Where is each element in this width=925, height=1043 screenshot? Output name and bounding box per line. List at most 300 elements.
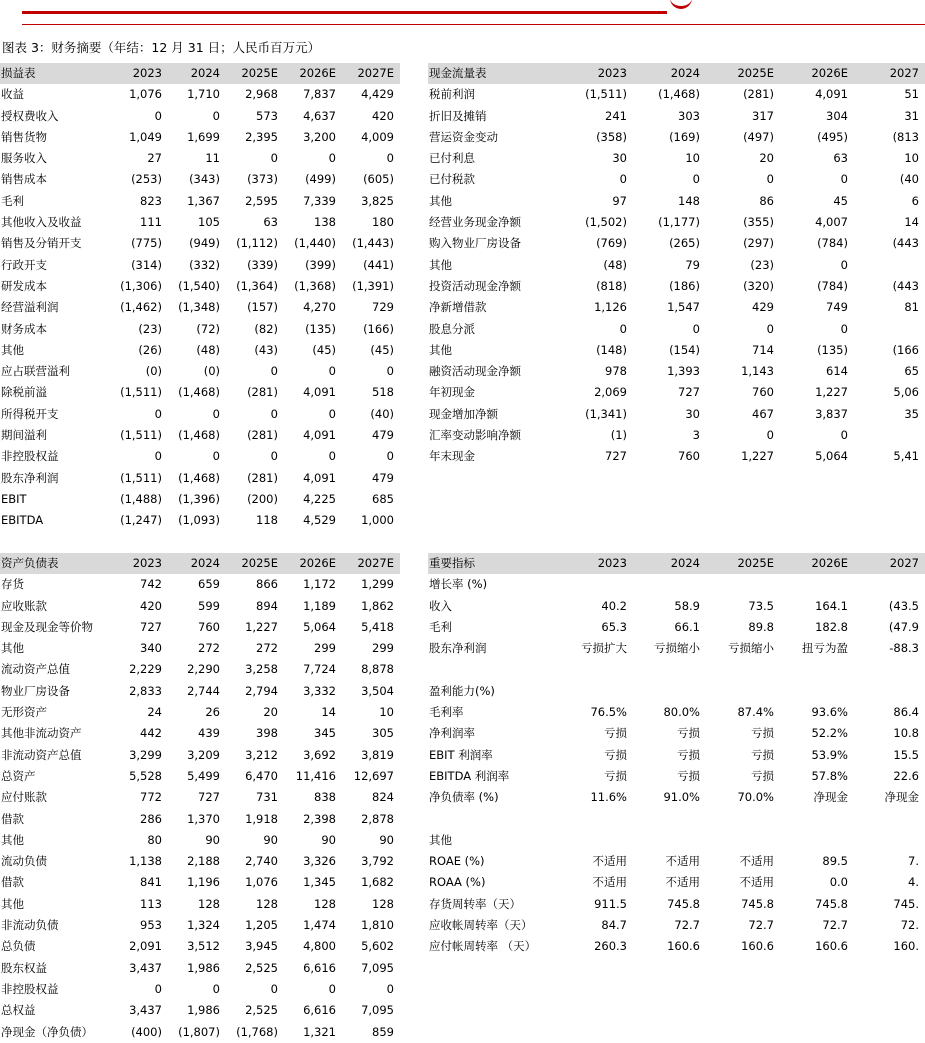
- table-cell: (1,443): [352, 236, 394, 251]
- table-header-row: [0, 63, 400, 84]
- table-cell: 91.0%: [663, 790, 700, 805]
- table-row: [0, 872, 400, 893]
- table-cell: 866: [256, 577, 278, 592]
- table-cell: 128: [372, 896, 394, 911]
- table-cell: 4,529: [303, 513, 336, 528]
- table-row: [0, 148, 400, 169]
- row-label: 授权费收入: [1, 108, 59, 123]
- table-cell: 160.: [893, 939, 919, 954]
- table-cell: 1,076: [245, 875, 278, 890]
- table-cell: 87.4%: [737, 705, 774, 720]
- row-label: 现金及现金等价物: [1, 619, 93, 634]
- table-cell: (166: [892, 342, 919, 357]
- table-cell: (166): [363, 321, 394, 336]
- row-label: 行政开支: [1, 257, 47, 272]
- table-cell: 11: [205, 151, 220, 166]
- year-header: 2025E: [226, 63, 284, 84]
- table-cell: 65: [904, 364, 919, 379]
- table-cell: (1,368): [294, 278, 336, 293]
- table-cell: (399): [305, 257, 336, 272]
- key-ratios-table: [428, 553, 925, 958]
- table-cell: 180: [372, 215, 394, 230]
- table-cell: 1,324: [187, 918, 220, 933]
- table-cell: 亏损: [751, 726, 774, 741]
- table-cell: 573: [256, 108, 278, 123]
- table-row: [428, 446, 925, 467]
- table-cell: [854, 809, 925, 830]
- table-cell: (314): [131, 257, 162, 272]
- table-row: [0, 84, 400, 105]
- table-cell: 3,837: [815, 406, 848, 421]
- table-cell: 1,710: [187, 87, 220, 102]
- table-cell: (148): [596, 342, 627, 357]
- table-cell: 894: [256, 598, 278, 613]
- row-label: 总权益: [1, 1003, 36, 1018]
- table-cell: 1,299: [361, 577, 394, 592]
- table-cell: [854, 255, 925, 276]
- table-cell: 亏损扩大: [581, 641, 627, 656]
- table-cell: [558, 681, 633, 702]
- table-row: [428, 787, 925, 808]
- table-cell: 1,143: [741, 364, 774, 379]
- table-cell: 599: [198, 598, 220, 613]
- table-cell: [706, 574, 780, 595]
- table-cell: 90: [205, 832, 220, 847]
- table-cell: (48): [603, 257, 627, 272]
- row-label: 销售成本: [1, 172, 47, 187]
- table-cell: 5,499: [187, 768, 220, 783]
- table-cell: [558, 809, 633, 830]
- table-cell: 亏损: [677, 768, 700, 783]
- table-cell: 5,41: [893, 449, 919, 464]
- table-cell: 1,682: [361, 875, 394, 890]
- table-cell: 1,367: [187, 193, 220, 208]
- table-row: [0, 212, 400, 233]
- table-cell: 1,474: [303, 918, 336, 933]
- table-cell: (400): [131, 1024, 162, 1039]
- table-row: [0, 809, 400, 830]
- table-cell: (784): [817, 236, 848, 251]
- table-row: [0, 297, 400, 318]
- table-row: [0, 510, 400, 531]
- table-cell: 亏损: [604, 768, 627, 783]
- table-cell: 0: [270, 151, 278, 166]
- header-thin-rule: [22, 24, 925, 25]
- row-label: 其他: [1, 832, 24, 847]
- table-cell: 0: [386, 449, 394, 464]
- table-cell: 1,986: [187, 960, 220, 975]
- table-cell: 7,724: [303, 662, 336, 677]
- table-cell: 3,332: [303, 683, 336, 698]
- table-cell: 160.6: [741, 939, 774, 954]
- report-header-decoration: [0, 0, 925, 30]
- table-header-row: [0, 553, 400, 574]
- table-cell: 128: [198, 896, 220, 911]
- row-label: 收益: [1, 87, 24, 102]
- row-label: 非流动负债: [1, 918, 59, 933]
- table-cell: (45): [312, 342, 336, 357]
- table-cell: 823: [140, 193, 162, 208]
- table-cell: 745.: [893, 896, 919, 911]
- table-row: [428, 276, 925, 297]
- table-row: [0, 574, 400, 595]
- table-cell: 不适用: [739, 854, 774, 869]
- table-cell: [854, 830, 925, 851]
- table-cell: 0: [270, 406, 278, 421]
- table-cell: 824: [372, 790, 394, 805]
- table-cell: 3,212: [245, 747, 278, 762]
- table-title: 重要指标: [428, 553, 558, 574]
- table-cell: 2,595: [245, 193, 278, 208]
- table-cell: (43.5: [888, 598, 919, 613]
- table-cell: 3,209: [187, 747, 220, 762]
- table-cell: [706, 681, 780, 702]
- table-cell: (769): [596, 236, 627, 251]
- year-header: 2026E: [284, 553, 342, 574]
- row-label: 应付账款: [1, 790, 47, 805]
- table-cell: 727: [678, 385, 700, 400]
- row-label: 其他收入及收益: [1, 215, 82, 230]
- table-cell: 838: [314, 790, 336, 805]
- table-cell: [706, 659, 780, 680]
- table-cell: 30: [685, 406, 700, 421]
- table-cell: 0.0: [829, 875, 848, 890]
- row-label: 投资活动现金净额: [429, 278, 521, 293]
- table-cell: [780, 809, 854, 830]
- table-title: 现金流量表: [428, 63, 558, 84]
- table-cell: (0): [203, 364, 220, 379]
- table-cell: (1,807): [178, 1024, 220, 1039]
- table-cell: 26: [205, 705, 220, 720]
- table-cell: 7.: [908, 854, 919, 869]
- table-row: [428, 84, 925, 105]
- table-row: [0, 340, 400, 361]
- table-cell: 3,825: [361, 193, 394, 208]
- table-cell: (135): [305, 321, 336, 336]
- row-label: 销售及分销开支: [1, 236, 82, 251]
- table-cell: 1,862: [361, 598, 394, 613]
- table-cell: 518: [372, 385, 394, 400]
- year-header: 2024: [633, 63, 706, 84]
- row-label: 应收帐周转率（天）: [429, 918, 533, 933]
- table-cell: 241: [605, 108, 627, 123]
- table-cell: 3,819: [361, 747, 394, 762]
- table-cell: (265): [669, 236, 700, 251]
- table-cell: 63: [833, 151, 848, 166]
- table-cell: 72.7: [674, 918, 700, 933]
- table-cell: (1,768): [236, 1024, 278, 1039]
- table-cell: 22.6: [893, 768, 919, 783]
- table-cell: (1,468): [658, 87, 700, 102]
- table-cell: 7,339: [303, 193, 336, 208]
- table-cell: 260.3: [594, 939, 627, 954]
- table-cell: 0: [154, 449, 162, 464]
- year-header: 2027E: [342, 553, 400, 574]
- income-statement-table: [0, 63, 400, 532]
- table-cell: 1,393: [667, 364, 700, 379]
- table-row: [428, 319, 925, 340]
- table-cell: 398: [256, 726, 278, 741]
- year-header: 2027: [854, 553, 925, 574]
- header-red-rule: [22, 11, 667, 14]
- table-row: [0, 596, 400, 617]
- table-cell: 89.8: [748, 619, 774, 634]
- table-cell: 0: [840, 428, 848, 443]
- table-cell: 760: [198, 619, 220, 634]
- year-header: 2026E: [780, 553, 854, 574]
- table-row: [0, 766, 400, 787]
- table-cell: 299: [314, 641, 336, 656]
- row-label: 净现金（净负债）: [1, 1024, 93, 1039]
- table-cell: 4,225: [303, 491, 336, 506]
- row-label: 股东净利润: [1, 470, 59, 485]
- row-label: 净负债率 (%): [429, 790, 499, 805]
- table-cell: 305: [372, 726, 394, 741]
- table-cell: [633, 809, 706, 830]
- table-cell: 24: [147, 705, 162, 720]
- table-cell: 749: [826, 300, 848, 315]
- table-header-row: [428, 63, 925, 84]
- row-label: 所得税开支: [1, 406, 59, 421]
- table-cell: (47.9: [888, 619, 919, 634]
- table-row: [428, 894, 925, 915]
- row-label: 汇率变动影响净额: [429, 428, 521, 443]
- row-label: ROAE (%): [429, 854, 485, 869]
- table-cell: 3,258: [245, 662, 278, 677]
- table-cell: [854, 425, 925, 446]
- table-cell: 0: [619, 172, 627, 187]
- year-header: 2027: [854, 63, 925, 84]
- table-cell: 52.2%: [811, 726, 848, 741]
- table-row: [0, 851, 400, 872]
- row-label: 存货: [1, 577, 24, 592]
- table-cell: 420: [372, 108, 394, 123]
- table-cell: (23): [138, 321, 162, 336]
- table-cell: 1,227: [245, 619, 278, 634]
- table-cell: 111: [140, 215, 162, 230]
- row-label: 总资产: [1, 768, 36, 783]
- table-cell: 7,837: [303, 87, 336, 102]
- table-cell: 4,007: [815, 215, 848, 230]
- table-row: [428, 766, 925, 787]
- table-cell: 亏损: [677, 726, 700, 741]
- row-label: ROAA (%): [429, 875, 486, 890]
- table-cell: (1,341): [585, 406, 627, 421]
- table-cell: 4,637: [303, 108, 336, 123]
- row-label: 折旧及摊销: [429, 108, 487, 123]
- table-cell: 亏损: [751, 768, 774, 783]
- table-cell: [558, 830, 633, 851]
- table-cell: (154): [669, 342, 700, 357]
- row-label: 融资活动现金净额: [429, 364, 521, 379]
- table-cell: 113: [140, 896, 162, 911]
- table-cell: 164.1: [815, 598, 848, 613]
- table-cell: 0: [328, 406, 336, 421]
- table-cell: 0: [270, 981, 278, 996]
- table-row: [0, 446, 400, 467]
- table-cell: 27: [147, 151, 162, 166]
- table-cell: 2,069: [594, 385, 627, 400]
- table-cell: 4,270: [303, 300, 336, 315]
- table-cell: 118: [256, 513, 278, 528]
- table-cell: [633, 681, 706, 702]
- row-label: 经营业务现金净额: [429, 215, 521, 230]
- row-label: 股东权益: [1, 960, 47, 975]
- table-cell: 0: [766, 321, 774, 336]
- table-cell: 84.7: [601, 918, 627, 933]
- row-label: 年初现金: [429, 385, 475, 400]
- table-row: [428, 340, 925, 361]
- table-cell: 1,076: [129, 87, 162, 102]
- table-cell: 5,602: [361, 939, 394, 954]
- year-header: 2025E: [226, 553, 284, 574]
- table-row: [0, 276, 400, 297]
- table-row: [0, 1000, 400, 1021]
- table-cell: 1,138: [129, 854, 162, 869]
- table-row: [0, 659, 400, 680]
- table-cell: 3,299: [129, 747, 162, 762]
- table-cell: 429: [752, 300, 774, 315]
- year-header: 2025E: [706, 553, 780, 574]
- table-cell: 53.9%: [811, 747, 848, 762]
- table-row: [0, 958, 400, 979]
- table-cell: 317: [752, 108, 774, 123]
- table-cell: 2,794: [245, 683, 278, 698]
- table-cell: 3,504: [361, 683, 394, 698]
- row-label: 其他: [429, 832, 452, 847]
- row-label: 除税前溢: [1, 385, 47, 400]
- table-cell: -88.3: [889, 641, 919, 656]
- table-cell: 479: [372, 428, 394, 443]
- table-cell: 2,740: [245, 854, 278, 869]
- table-cell: 148: [678, 193, 700, 208]
- table-cell: 4,091: [815, 87, 848, 102]
- table-cell: 2,525: [245, 1003, 278, 1018]
- table-cell: (200): [247, 491, 278, 506]
- table-cell: 1,189: [303, 598, 336, 613]
- table-cell: 0: [154, 981, 162, 996]
- table-cell: 10: [904, 151, 919, 166]
- table-row: [0, 468, 400, 489]
- year-header: 2024: [633, 553, 706, 574]
- table-cell: 1,810: [361, 918, 394, 933]
- table-row: [0, 681, 400, 702]
- table-cell: 953: [140, 918, 162, 933]
- row-label: 借款: [1, 875, 24, 890]
- table-cell: 1,918: [245, 811, 278, 826]
- table-cell: 0: [212, 449, 220, 464]
- table-cell: (82): [254, 321, 278, 336]
- table-cell: 86: [759, 193, 774, 208]
- row-label: 非控股权益: [1, 981, 59, 996]
- table-cell: 81: [904, 300, 919, 315]
- table-cell: 1,000: [361, 513, 394, 528]
- table-cell: 不适用: [665, 854, 700, 869]
- table-row: [0, 979, 400, 1000]
- table-row: [428, 297, 925, 318]
- row-label: 应占联营溢利: [1, 364, 70, 379]
- table-cell: 1,227: [741, 449, 774, 464]
- table-cell: 72.7: [822, 918, 848, 933]
- row-label: 净利润率: [429, 726, 475, 741]
- table-cell: 0: [328, 364, 336, 379]
- table-cell: 345: [314, 726, 336, 741]
- row-label: 应收账款: [1, 598, 47, 613]
- year-header: 2023: [110, 63, 168, 84]
- table-cell: 659: [198, 577, 220, 592]
- table-row: [428, 361, 925, 382]
- row-label: 非控股权益: [1, 449, 59, 464]
- table-cell: 0: [328, 981, 336, 996]
- table-cell: 303: [678, 108, 700, 123]
- table-cell: [780, 574, 854, 595]
- table-cell: 0: [386, 151, 394, 166]
- row-label: 股息分派: [429, 321, 475, 336]
- table-row: [428, 745, 925, 766]
- table-cell: 128: [256, 896, 278, 911]
- table-cell: 4,800: [303, 939, 336, 954]
- table-cell: 净现金: [884, 790, 919, 805]
- table-cell: 841: [140, 875, 162, 890]
- table-cell: 11.6%: [590, 790, 627, 805]
- table-cell: 63: [263, 215, 278, 230]
- table-cell: 742: [140, 577, 162, 592]
- table-cell: 70.0%: [737, 790, 774, 805]
- table-cell: 97: [612, 193, 627, 208]
- table-cell: 2,091: [129, 939, 162, 954]
- table-cell: 420: [140, 598, 162, 613]
- table-cell: (605): [363, 172, 394, 187]
- table-cell: (1,348): [178, 300, 220, 315]
- table-row: [428, 574, 925, 595]
- row-label: 应付帐周转率 （天）: [429, 939, 537, 954]
- table-row: [0, 894, 400, 915]
- year-header: 2025E: [706, 63, 780, 84]
- table-cell: 93.6%: [811, 705, 848, 720]
- row-label: 总负债: [1, 939, 36, 954]
- table-cell: 3,692: [303, 747, 336, 762]
- row-label: 现金增加净额: [429, 406, 498, 421]
- row-label: 服务收入: [1, 151, 47, 166]
- table-cell: (1,462): [120, 300, 162, 315]
- table-cell: (1,511): [585, 87, 627, 102]
- table-cell: 714: [752, 342, 774, 357]
- year-header: 2023: [558, 553, 633, 574]
- table-cell: (45): [370, 342, 394, 357]
- table-cell: (1,306): [120, 278, 162, 293]
- table-cell: 1,227: [815, 385, 848, 400]
- table-row: [0, 617, 400, 638]
- table-cell: 5,06: [893, 385, 919, 400]
- header-logo-arc: [670, 0, 692, 9]
- row-label: 已付利息: [429, 151, 475, 166]
- table-cell: 182.8: [815, 619, 848, 634]
- table-cell: (813: [892, 129, 919, 144]
- table-cell: (1,511): [120, 385, 162, 400]
- table-row: [0, 830, 400, 851]
- table-cell: 5,418: [361, 619, 394, 634]
- row-label: 其他: [1, 896, 24, 911]
- table-cell: 6,616: [303, 960, 336, 975]
- table-row: [428, 596, 925, 617]
- table-cell: 138: [314, 215, 336, 230]
- table-cell: [706, 809, 780, 830]
- table-cell: 6,470: [245, 768, 278, 783]
- table-cell: 86.4: [893, 705, 919, 720]
- table-cell: 79: [685, 257, 700, 272]
- table-cell: 30: [612, 151, 627, 166]
- row-label: 期间溢利: [1, 428, 47, 443]
